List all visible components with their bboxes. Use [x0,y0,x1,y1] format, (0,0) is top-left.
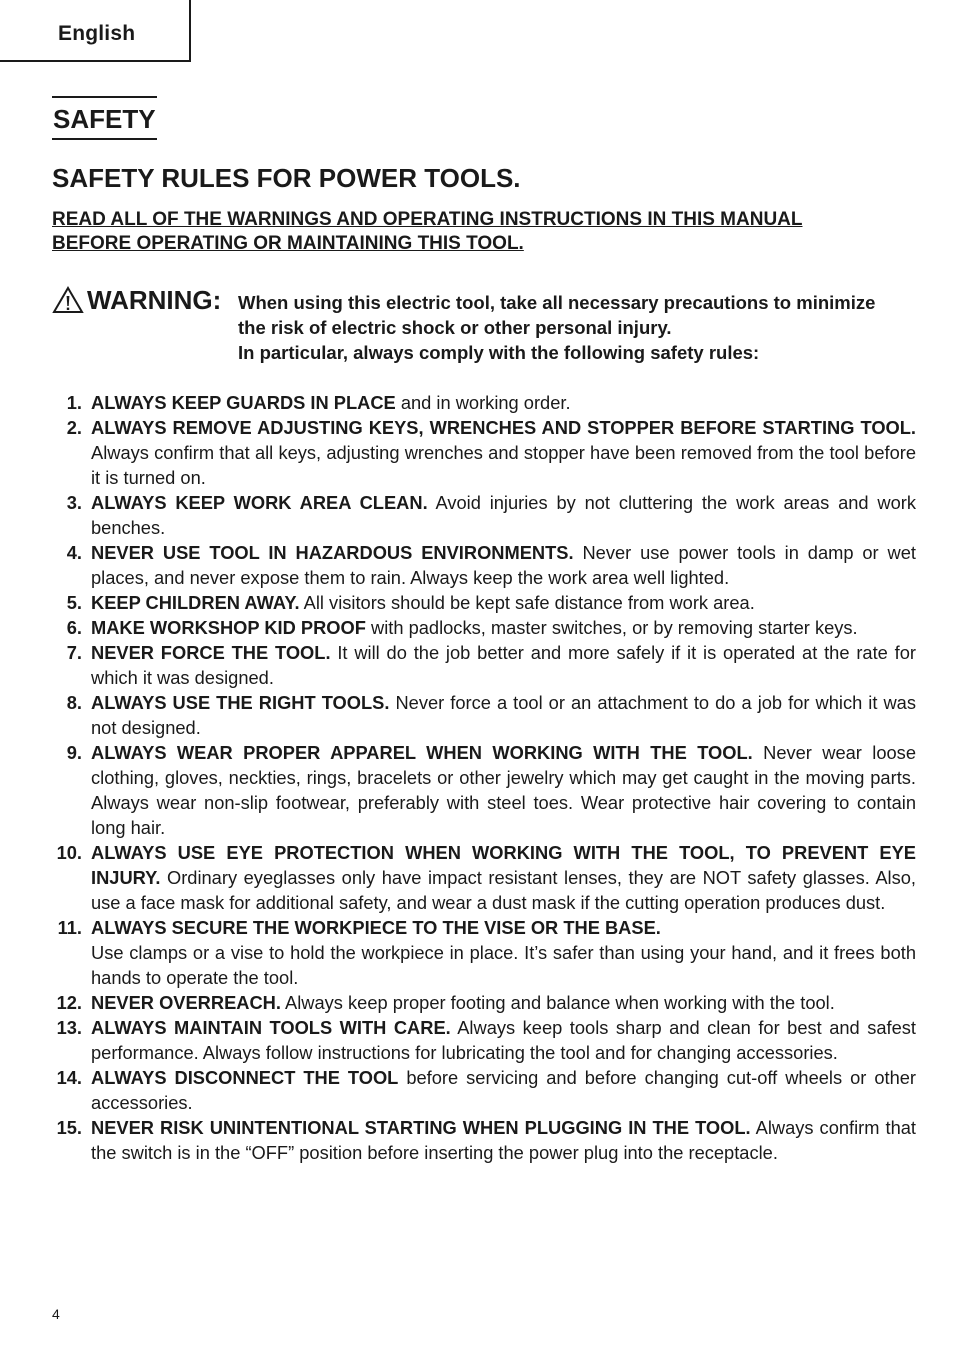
rule-text: Never force a tool or an attachment to do a job for which it was not designed. [91,692,916,738]
rule-heading: NEVER FORCE THE TOOL. [91,642,331,663]
language-label: English [58,22,136,45]
warning-triangle-icon [52,286,84,314]
rule-number: 8. [66,692,82,713]
safety-rule-item [52,1115,916,1165]
rule-number: 4. [66,542,82,563]
rule-heading: ALWAYS WEAR PROPER APPAREL WHEN WORKING WITH THE TOOL. [91,742,753,763]
safety-rule-item [52,615,916,640]
rule-text: Always confirm that the switch is in the “OFF” position before inserting the power plug into the receptacle. [91,1117,917,1163]
rule-number: 1. [66,392,82,413]
rule-text: Ordinary eyeglasses only have impact resistant lenses, they are NOT safety glasses. Also, use a face mask for additional safety, and wear a dust mask if the cutting operation produces dust. [91,867,916,913]
rule-heading: MAKE WORKSHOP KID PROOF [91,617,366,638]
warning-text [238,290,916,365]
safety-rule-item [52,590,916,615]
rule-text: Always keep tools sharp and clean for best and safest performance. Always follow instructions for lubricating the tool and for changing accessories. [91,1017,917,1063]
safety-rule-item [52,415,916,490]
rule-text: Always confirm that all keys, adjusting wrenches and stopper have been removed from the tool before it is turned on. [91,442,916,488]
rule-heading: ALWAYS KEEP WORK AREA CLEAN. [91,492,428,513]
rule-text: before servicing and before changing cut-off wheels or other accessories. [91,1067,916,1113]
rule-heading: KEEP CHILDREN AWAY. [91,592,300,613]
rule-number: 10. [56,842,82,863]
rule-number: 15. [56,1117,82,1138]
warning-line: When using this electric tool, take all necessary precautions to minimize [238,292,876,313]
rule-number: 12. [56,992,82,1013]
page-title: SAFETY RULES FOR POWER TOOLS. [52,163,521,193]
warning-line: the risk of electric shock or other personal injury. [238,317,672,338]
rule-heading: ALWAYS USE EYE PROTECTION WHEN WORKING WITH THE TOOL, TO PREVENT EYE INJURY. [91,842,916,888]
rule-heading: NEVER OVERREACH. [91,992,281,1013]
rule-text: All visitors should be kept safe distance from work area. [299,592,755,613]
safety-rule-item [52,915,916,990]
safety-rules-list [52,390,916,1165]
rule-text: and in working order. [395,392,571,413]
rule-heading: ALWAYS KEEP GUARDS IN PLACE [91,392,396,413]
safety-rule-item [52,490,916,540]
warning-line: In particular, always comply with the following safety rules: [238,342,760,363]
safety-rule-item [52,640,916,690]
rule-text: with padlocks, master switches, or by removing starter keys. [365,617,858,638]
rule-heading: ALWAYS SECURE THE WORKPIECE TO THE VISE OR THE BASE. [91,917,661,938]
read-instructions-notice: READ ALL OF THE WARNINGS AND OPERATING INSTRUCTIONS IN THIS MANUAL BEFORE OPERATING OR MAINTAINING THIS TOOL. [52,209,803,254]
safety-rule-item [52,390,916,415]
rule-number: 11. [57,917,82,938]
page-number: 4 [52,1306,60,1322]
rule-number: 2. [66,417,82,438]
safety-rule-item [52,990,916,1015]
warning-label: WARNING: [87,285,222,315]
rule-text: Avoid injuries by not cluttering the work areas and work benches. [91,492,916,538]
safety-rule-item [52,840,916,915]
rule-number: 6. [66,617,82,638]
rule-number: 13. [56,1017,82,1038]
rule-heading: NEVER RISK UNINTENTIONAL STARTING WHEN PLUGGING IN THE TOOL. [91,1117,751,1138]
rule-heading: ALWAYS USE THE RIGHT TOOLS. [91,692,390,713]
safety-rule-item [52,540,916,590]
rule-number: 14. [56,1067,82,1088]
language-tab [0,0,191,62]
rule-heading: ALWAYS DISCONNECT THE TOOL [91,1067,399,1088]
rule-text: Never use power tools in damp or wet places, and never expose them to rain. Always keep the work area well lighted. [91,542,916,588]
safety-rule-item [52,1065,916,1115]
rule-text: Always keep proper footing and balance when working with the tool. [280,992,835,1013]
rule-number: 3. [66,492,82,513]
safety-rule-item [52,690,916,740]
rule-text: Use clamps or a vise to hold the workpiece in place. It’s safer than using your hand, and it frees both hands to operate the tool. [91,942,916,988]
rule-number: 5. [66,592,82,613]
rule-number: 7. [66,642,82,663]
safety-rule-item [52,1015,916,1065]
rule-number: 9. [66,742,82,763]
rule-text: Never wear loose clothing, gloves, neckties, rings, bracelets or other jewelry which may get caught in the moving parts. Always wear non-slip footwear, preferably with steel toes. Wear protective hair covering to contain long hair. [91,742,916,838]
rule-heading: ALWAYS MAINTAIN TOOLS WITH CARE. [91,1017,451,1038]
rule-heading: NEVER USE TOOL IN HAZARDOUS ENVIRONMENTS. [91,542,574,563]
rule-text: It will do the job better and more safely if it is operated at the rate for which it was designed. [91,642,916,688]
safety-rule-item [52,740,916,840]
section-title: SAFETY [52,96,157,140]
rule-heading: ALWAYS REMOVE ADJUSTING KEYS, WRENCHES AND STOPPER BEFORE STARTING TOOL. [91,417,916,438]
